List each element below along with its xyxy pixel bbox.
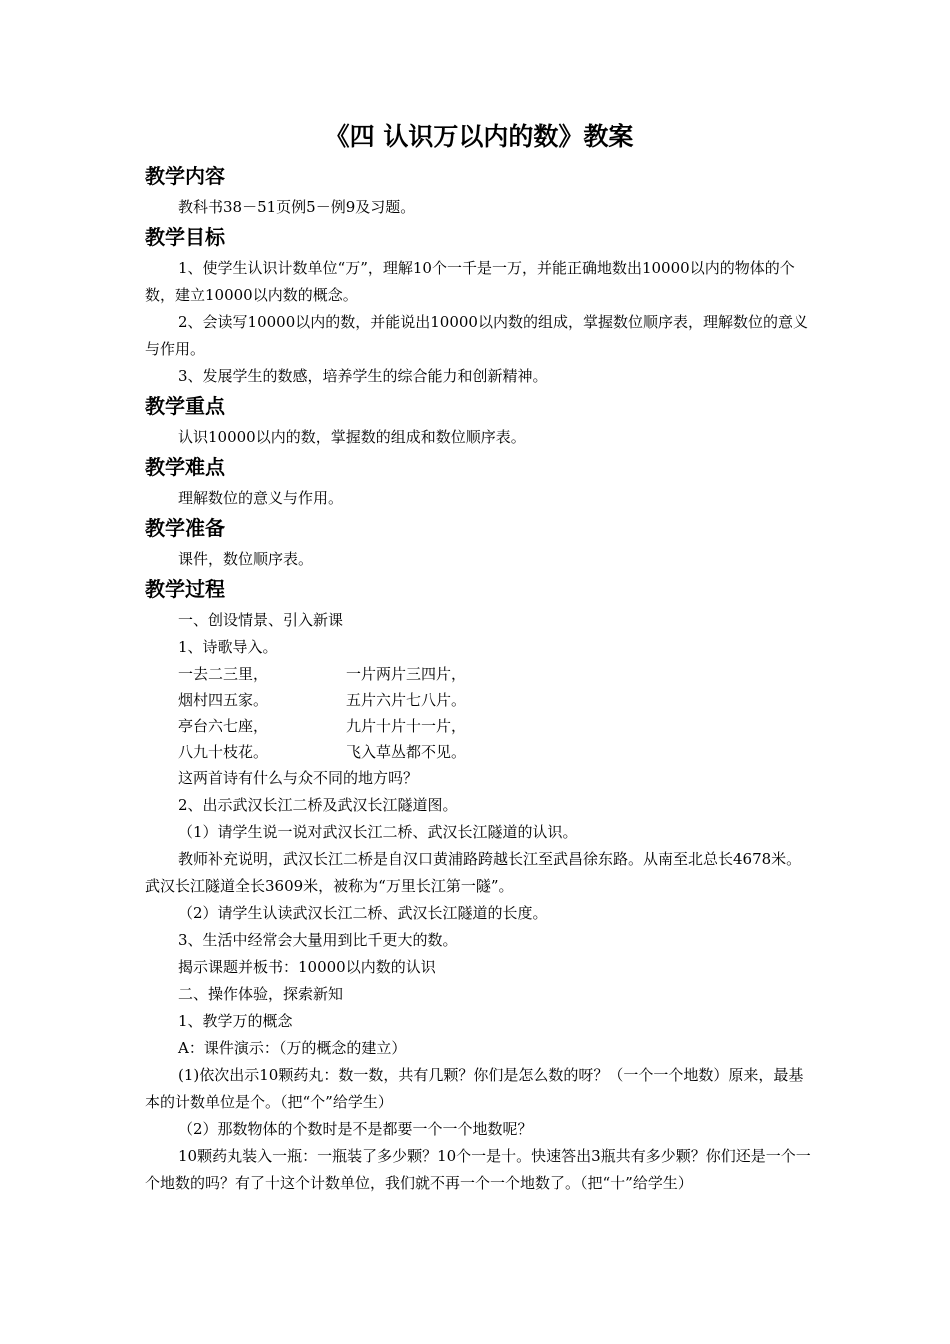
goal-item-2: 2、会读写10000以内的数，并能说出10000以内数的组成，掌握数位顺序表，理解数位的意义与作用。 bbox=[145, 313, 808, 358]
process-paragraph: （2）请学生认读武汉长江二桥、武汉长江隧道的长度。 bbox=[178, 904, 548, 922]
poem-question: 这两首诗有什么与众不同的地方吗？ bbox=[178, 769, 419, 787]
process-step-2-1: 1、教学万的概念 bbox=[178, 1012, 293, 1030]
heading-teaching-goals: 教学目标 bbox=[145, 225, 225, 249]
poem-line-right: 飞入草丛都不见。 bbox=[346, 743, 467, 761]
poem-line-left: 烟村四五家。 bbox=[178, 691, 269, 709]
process-step-1-2: 2、出示武汉长江二桥及武汉长江隧道图。 bbox=[178, 796, 458, 814]
preparation-text: 课件，数位顺序表。 bbox=[178, 550, 314, 568]
poem-line-right: 九片十片十一片， bbox=[346, 717, 467, 735]
process-paragraph: （2）那数物体的个数时是不是都要一个一个地数呢？ bbox=[178, 1120, 533, 1138]
poem-line-right: 一片两片三四片， bbox=[346, 665, 467, 683]
process-step-1: 一、创设情景、引入新课 bbox=[178, 611, 344, 629]
process-paragraph: A：课件演示：（万的概念的建立） bbox=[178, 1039, 407, 1057]
poem-block bbox=[145, 661, 813, 765]
process-step-1-1: 1、诗歌导入。 bbox=[178, 638, 278, 656]
goal-item-3: 3、发展学生的数感，培养学生的综合能力和创新精神。 bbox=[178, 367, 548, 385]
process-paragraph: 教师补充说明，武汉长江二桥是自汉口黄浦路跨越长江至武昌徐东路。从南至北总长4678米。武汉长江隧道全长3609米，被称为“万里长江第一隧”。 bbox=[145, 850, 802, 895]
poem-row bbox=[178, 661, 813, 687]
poem-row bbox=[178, 687, 813, 713]
poem-line-left: 亭台六七座， bbox=[178, 717, 269, 735]
goal-item-1: 1、使学生认识计数单位“万”，理解10个一千是一万，并能正确地数出10000以内的物体的个数，建立10000以内数的概念。 bbox=[145, 259, 795, 304]
difficulties-text: 理解数位的意义与作用。 bbox=[178, 489, 344, 507]
process-reveal: 揭示课题并板书：10000以内数的认识 bbox=[178, 958, 436, 976]
heading-key-points: 教学重点 bbox=[145, 394, 225, 418]
poem-line-left: 八九十枝花。 bbox=[178, 743, 269, 761]
poem-line-left: 一去二三里， bbox=[178, 665, 269, 683]
heading-preparation: 教学准备 bbox=[145, 516, 225, 540]
process-step-1-3: 3、生活中经常会大量用到比千更大的数。 bbox=[178, 931, 458, 949]
heading-difficulties: 教学难点 bbox=[145, 455, 225, 479]
process-paragraph: 10颗药丸装入一瓶：一瓶装了多少颗？10个一是十。快速答出3瓶共有多少颗？你们还是一个一个地数的吗？有了十这个计数单位，我们就不再一个一个地数了。（把“十”给学生） bbox=[145, 1147, 811, 1192]
process-paragraph: (1)依次出示10颗药丸：数一数，共有几颗？你们是怎么数的呀？（一个一个地数）原来，最基本的计数单位是个。（把“个”给学生） bbox=[145, 1066, 804, 1111]
poem-row bbox=[178, 713, 813, 739]
process-step-2: 二、操作体验，探索新知 bbox=[178, 985, 344, 1003]
heading-process: 教学过程 bbox=[145, 577, 225, 601]
document-page bbox=[145, 118, 813, 1197]
poem-row bbox=[178, 739, 813, 765]
teaching-content-text: 教科书38－51页例5－例9及习题。 bbox=[178, 198, 416, 216]
heading-teaching-content: 教学内容 bbox=[145, 164, 225, 188]
document-title: 《四 认识万以内的数》教案 bbox=[324, 122, 634, 151]
poem-line-right: 五片六片七八片。 bbox=[346, 691, 467, 709]
key-points-text: 认识10000以内的数，掌握数的组成和数位顺序表。 bbox=[178, 428, 526, 446]
process-paragraph: （1）请学生说一说对武汉长江二桥、武汉长江隧道的认识。 bbox=[178, 823, 578, 841]
